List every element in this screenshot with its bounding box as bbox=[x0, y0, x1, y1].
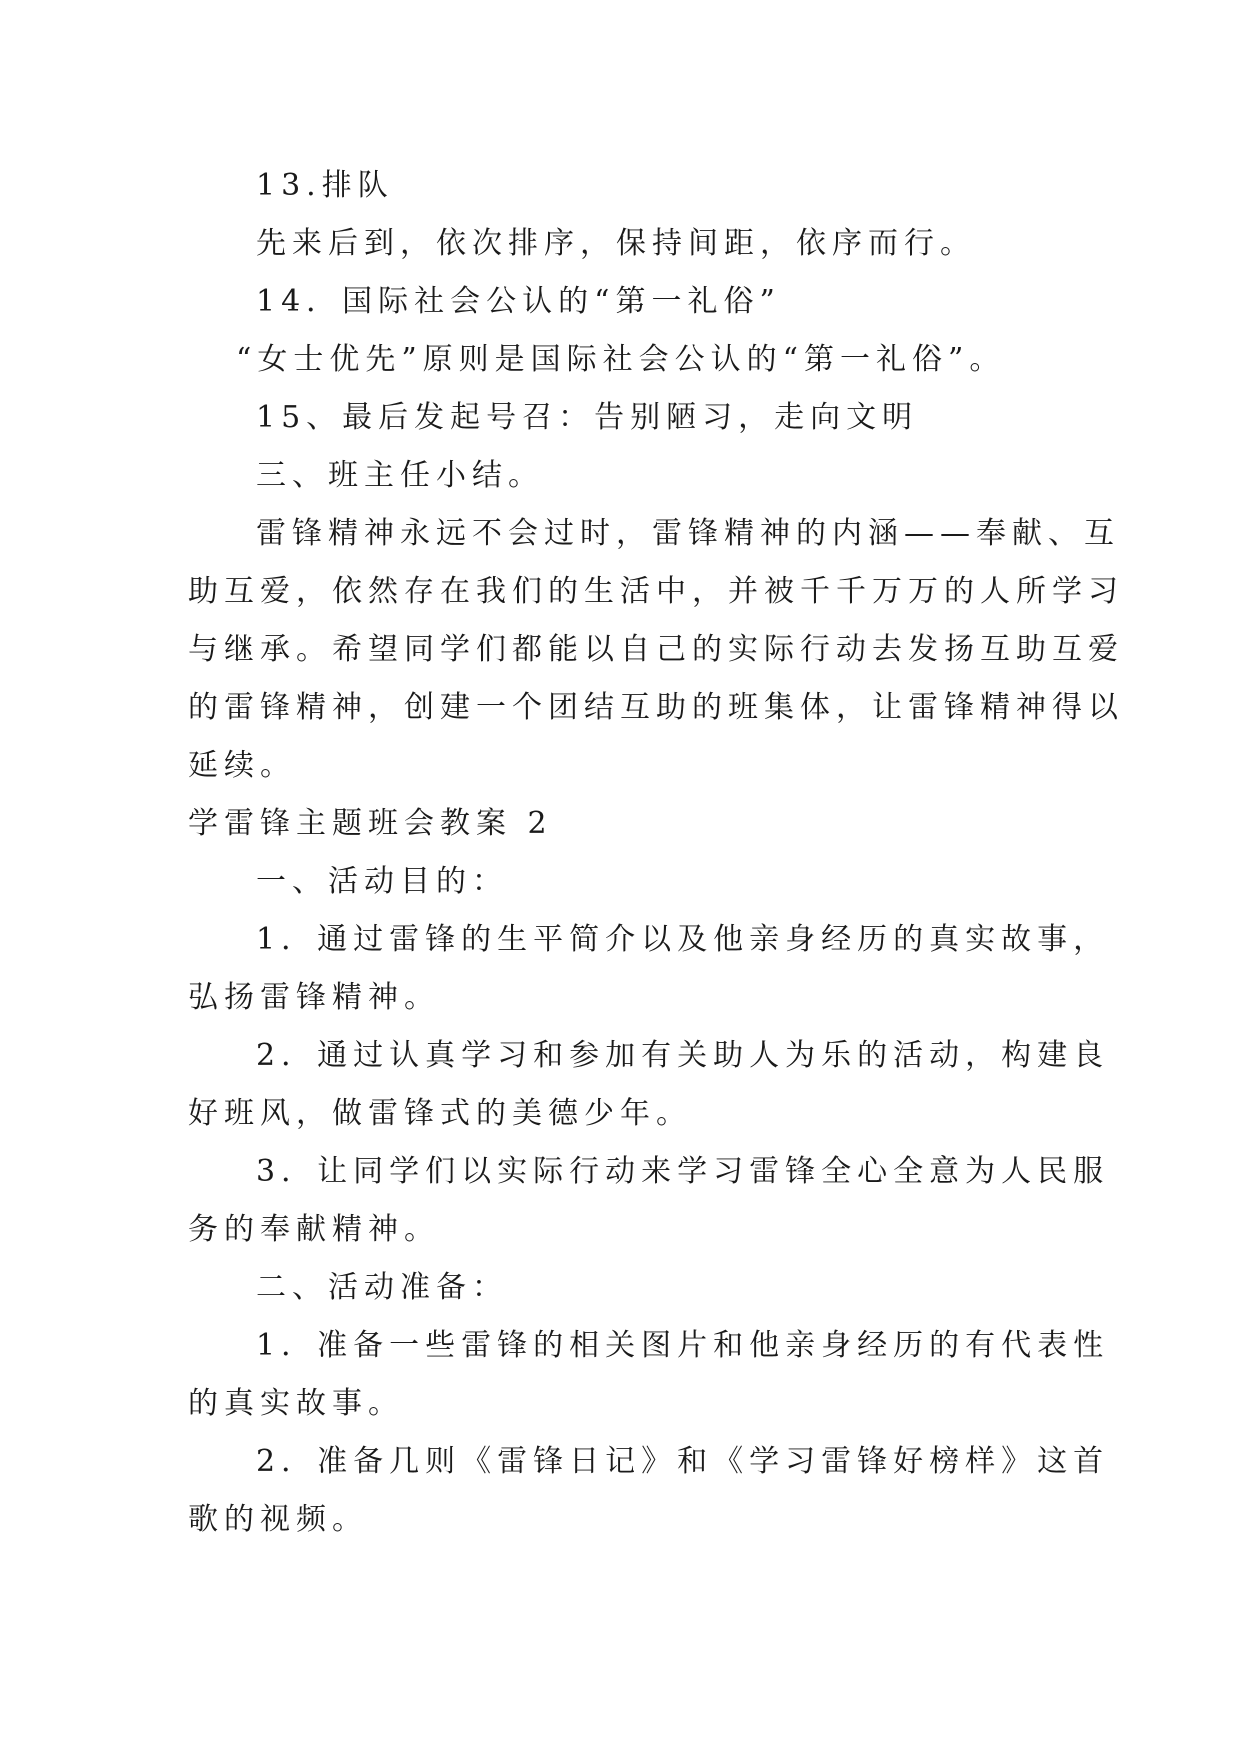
list-item: 2．准备几则《雷锋日记》和《学习雷锋好榜样》这首 bbox=[256, 1444, 1110, 1479]
list-item-continuation: 弘扬雷锋精神。 bbox=[188, 980, 440, 1015]
section-heading: 一、活动目的： bbox=[256, 864, 508, 899]
text-line: 13.排队 bbox=[256, 168, 394, 203]
paragraph-line: 助互爱，依然存在我们的生活中，并被千千万万的人所学习 bbox=[188, 574, 1124, 609]
list-item: 1．通过雷锋的生平简介以及他亲身经历的真实故事， bbox=[256, 922, 1110, 957]
list-item-continuation: 的真实故事。 bbox=[188, 1386, 404, 1421]
document-title: 学雷锋主题班会教案 2 bbox=[188, 806, 553, 841]
text-line: 先来后到，依次排序，保持间距，依序而行。 bbox=[256, 226, 976, 261]
list-item-continuation: 好班风，做雷锋式的美德少年。 bbox=[188, 1096, 692, 1131]
paragraph-line: 延续。 bbox=[188, 748, 296, 783]
list-item: 2．通过认真学习和参加有关助人为乐的活动，构建良 bbox=[256, 1038, 1110, 1073]
list-item-continuation: 务的奉献精神。 bbox=[188, 1212, 440, 1247]
text-line: “女士优先”原则是国际社会公认的“第一礼俗”。 bbox=[236, 342, 1006, 377]
text-line: 14．国际社会公认的“第一礼俗” bbox=[256, 284, 781, 319]
paragraph-line: 与继承。希望同学们都能以自己的实际行动去发扬互助互爱 bbox=[188, 632, 1124, 667]
text-line: 15、最后发起号召：告别陋习，走向文明 bbox=[256, 400, 919, 435]
paragraph-line: 雷锋精神永远不会过时，雷锋精神的内涵——奉献、互 bbox=[256, 516, 1120, 551]
list-item: 3．让同学们以实际行动来学习雷锋全心全意为人民服 bbox=[256, 1154, 1110, 1189]
section-heading: 二、活动准备： bbox=[256, 1270, 508, 1305]
list-item-continuation: 歌的视频。 bbox=[188, 1502, 368, 1537]
paragraph-line: 的雷锋精神，创建一个团结互助的班集体，让雷锋精神得以 bbox=[188, 690, 1124, 725]
section-heading: 三、班主任小结。 bbox=[256, 458, 544, 493]
list-item: 1．准备一些雷锋的相关图片和他亲身经历的有代表性 bbox=[256, 1328, 1110, 1363]
